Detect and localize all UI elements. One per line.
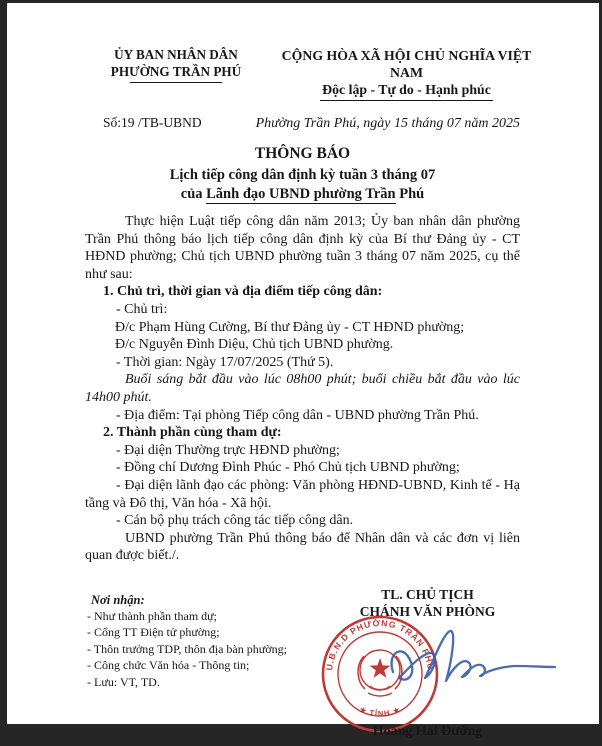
signer-position: CHÁNH VĂN PHÒNG — [359, 603, 496, 619]
recipients-label: Nơi nhận: — [91, 592, 145, 607]
chair-label: - Chủ trì: — [116, 301, 168, 317]
document-subject-line: Lịch tiếp công dân định kỳ tuần 3 tháng 07 — [169, 167, 436, 183]
attendee-2: - Đồng chí Dương Đình Phúc - Phó Chủ tịch UBND phường; — [116, 460, 460, 476]
seal-bottom-text: ★ TỈNH ★ — [358, 704, 402, 719]
seal-top-text: U.B.N.D PHƯỜNG TRẦN PHÚ — [324, 617, 436, 671]
section2-heading: 2. Thành phần cùng tham dự: — [103, 425, 282, 441]
recipient-item: - Thôn trưởng TDP, thôn địa bàn phường; — [87, 641, 287, 656]
org-name-line1: ỦY BAN NHÂN DÂN — [114, 47, 238, 62]
document-body — [85, 213, 520, 565]
document-type-title: THÔNG BÁO — [254, 145, 351, 162]
document-subject-line2 — [85, 185, 520, 204]
recipient-item: - Cổng TT Điện tử phường; — [87, 625, 220, 640]
closing-paragraph: UBND phường Trần Phú thông báo để Nhân dân và các đơn vị liên quan được biết./. — [85, 530, 520, 564]
subject-underlined: Lãnh đạo UBND phường Trần — [206, 186, 396, 202]
document-content — [7, 3, 599, 746]
subject-prefix: của — [180, 186, 207, 202]
recipient-item: - Lưu: VT, TD. — [87, 674, 160, 689]
attendee-4: - Cán bộ phụ trách công tác tiếp công dân. — [116, 513, 354, 529]
org-name-line2: PHƯỜNG TRẦN PHÚ — [110, 63, 242, 79]
attendee-3: - Đại diện lãnh đạo các phòng: Văn phòng HĐND-UBND, Kinh tế - Hạ tầng và Đô thị, Văn hóa - Xã hội. — [85, 477, 520, 511]
national-motto: Độc lập - Tự do - Hạnh phúc — [320, 82, 493, 101]
national-title: CỘNG HÒA XÃ HỘI CHỦ NGHĨA VIỆT NAM — [281, 48, 532, 80]
handwritten-signature — [385, 620, 565, 705]
place-and-date: Phường Trần Phú, ngày 15 tháng 07 năm 2025 — [255, 116, 520, 131]
time-detail: Buổi sáng bắt đầu vào lúc 08h00 phút; buổi chiều bắt đầu vào lúc 14h00 phút. — [85, 372, 520, 405]
recipient-item: - Như thành phần tham dự; — [87, 608, 217, 623]
meta-row — [85, 115, 520, 132]
section1-heading: 1. Chủ trì, thời gian và địa điểm tiếp công dân: — [103, 284, 383, 300]
intro-paragraph: Thực hiện Luật tiếp công dân năm 2013; Ủy ban nhân dân phường Trần Phú thông báo lịch tiếp công dân định kỳ của Bí thư Đảng ủy - CT HĐND phường; Chủ tịch UBND phường tuần 3 tháng 07 năm 2025, cụ thể như sau: — [85, 214, 520, 282]
place-line: - Địa điểm: Tại phòng Tiếp công dân - UBND phường Trần Phú. — [116, 407, 479, 423]
signer-name: Hoàng Hải Đường — [372, 723, 483, 739]
org-underline — [130, 82, 222, 83]
recipient-item: - Công chức Văn hóa - Thông tin; — [87, 658, 250, 673]
signer-authority: TL. CHỦ TỊCH — [381, 586, 474, 602]
subject-suffix: Phú — [395, 186, 425, 202]
document-header — [85, 47, 546, 101]
attendee-1: - Đại diện Thường trực HĐND phường; — [116, 442, 340, 458]
svg-text:★ TỈNH ★ — [358, 704, 402, 718]
time-line: - Thời gian: Ngày 17/07/2025 (Thứ 5). — [116, 354, 334, 370]
signature-block — [324, 586, 520, 746]
document-page — [7, 3, 599, 739]
chair-person-1: Đ/c Phạm Hùng Cường, Bí thư Đảng ủy - CT HĐND phường; — [115, 319, 465, 335]
chair-person-2: Đ/c Nguyễn Đình Diệu, Chủ tịch UBND phường. — [115, 337, 394, 353]
national-motto-block — [267, 47, 546, 101]
issuing-org-block — [85, 47, 267, 101]
recipients-block — [85, 586, 335, 746]
document-number: Số:19 /TB-UBND — [103, 115, 202, 130]
document-footer — [85, 586, 520, 746]
title-block — [85, 145, 520, 204]
